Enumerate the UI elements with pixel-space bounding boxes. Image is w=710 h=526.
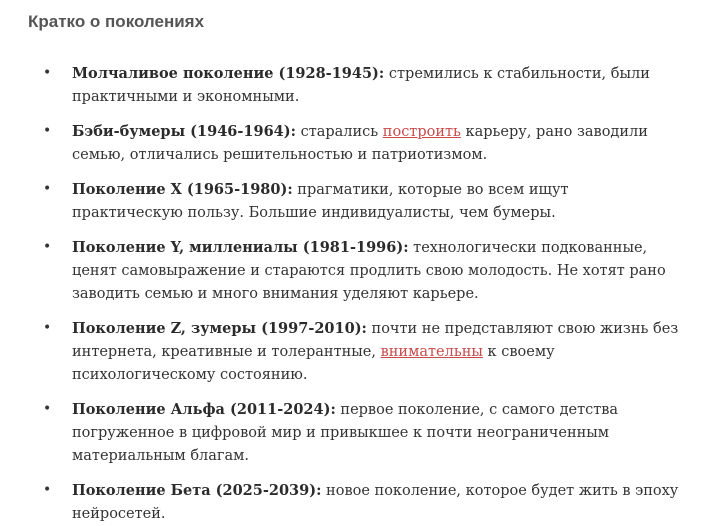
list-item-gen-y [28, 236, 682, 306]
link-attentive[interactable]: внимательны [380, 344, 483, 360]
item-text: прагматики, которые во всем ищут практическую пользу. Большие индивидуалисты, чем бумеры. [72, 182, 569, 221]
item-text: технологически подкованные, ценят самовыражение и стараются продлить свою молодость. Не хотят рано заводить семью и много внимания уделяют карьере. [72, 240, 666, 302]
bullet-icon: • [43, 320, 52, 336]
item-term: Бэби-бумеры (1946-1964): [72, 123, 296, 140]
bullet-icon: • [43, 181, 52, 197]
section-title: Кратко о поколениях [28, 12, 205, 31]
item-term: Поколение Альфа (2011-2024): [72, 401, 336, 418]
item-term: Молчаливое поколение (1928-1945): [72, 65, 385, 82]
item-text: почти не представляют свою жизнь без интернета, креативные и толерантные, [72, 321, 679, 360]
list-item-silent [28, 62, 682, 109]
generations-list [28, 62, 682, 526]
item-text: стремились к стабильности, были практичными и экономными. [72, 66, 650, 105]
item-text: новое поколение, которое будет жить в эпоху нейросетей. [72, 483, 679, 522]
item-text-after-link: к своему психологическому состоянию. [72, 344, 555, 383]
link-build[interactable]: построить [382, 124, 461, 140]
item-text: старались [295, 124, 383, 140]
list-item-boomers [28, 120, 682, 167]
bullet-icon: • [43, 401, 52, 417]
item-term: Поколение Бета (2025-2039): [72, 482, 322, 499]
bullet-icon: • [43, 239, 52, 255]
list-item-beta [28, 479, 682, 526]
item-text: первое поколение, с самого детства погруженное в цифровой мир и привыкшее к почти неограниченным материальным благам. [72, 402, 619, 464]
bullet-icon: • [43, 482, 52, 498]
item-text-after-link: карьеру, рано заводили семью, отличались решительностью и патриотизмом. [72, 124, 648, 163]
list-item-alpha [28, 398, 682, 468]
list-item-gen-x [28, 178, 682, 225]
item-term: Поколение Y, миллениалы (1981-1996): [72, 239, 409, 256]
item-term: Поколение Z, зумеры (1997-2010): [72, 320, 367, 337]
bullet-icon: • [43, 65, 52, 81]
list-item-gen-z [28, 317, 682, 387]
item-term: Поколение X (1965-1980): [72, 181, 293, 198]
bullet-icon: • [43, 123, 52, 139]
